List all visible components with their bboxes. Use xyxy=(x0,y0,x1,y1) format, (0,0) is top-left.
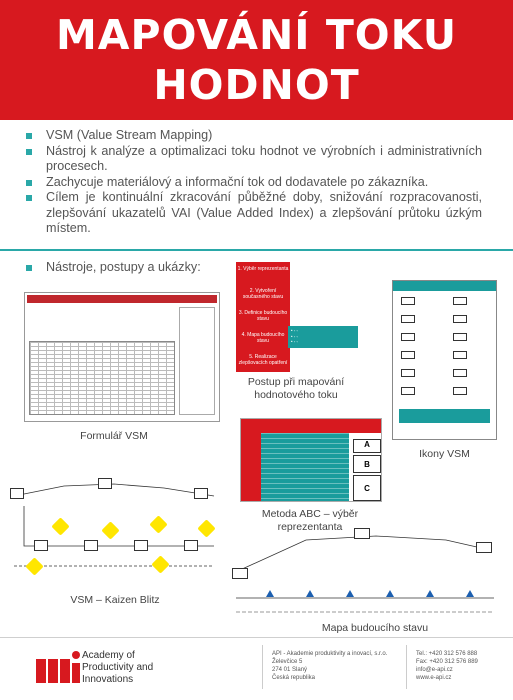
process-step-note: • ◦ ◦ • ◦ ◦ • ◦ ◦ xyxy=(288,326,358,348)
caption-process xyxy=(236,376,356,402)
footer-address xyxy=(272,650,387,682)
icons-info-bar xyxy=(399,409,490,423)
process-step-5: 5. Realizace zlepšovacích opatření xyxy=(236,350,290,372)
icon-process-icon xyxy=(453,297,467,305)
bullet-item: Nástroj k analýze a optimalizaci toku hodnot ve výrobních i administrativních procesech. xyxy=(24,144,482,175)
section-divider xyxy=(0,249,513,251)
footer-divider xyxy=(0,637,513,638)
kaizen-process-box xyxy=(134,540,148,551)
icon-inventory-icon xyxy=(401,333,415,341)
title-banner xyxy=(0,0,513,120)
kaizen-customer-box xyxy=(194,488,208,499)
future-customer-box xyxy=(476,542,492,553)
api-logo-icon xyxy=(34,649,82,685)
inventory-triangle-icon xyxy=(386,590,394,597)
page-title xyxy=(0,10,513,110)
address-line: Česká republika xyxy=(272,675,316,681)
process-step-4: 4. Mapa budoucího stavu xyxy=(236,328,290,350)
intro-bullet-list xyxy=(24,128,482,237)
caption-kaizen: VSM – Kaizen Blitz xyxy=(70,594,160,606)
caption-future: Mapa budoucího stavu xyxy=(321,622,429,634)
abc-class-c: C xyxy=(353,475,381,501)
kaizen-control-box xyxy=(98,478,112,489)
inventory-triangle-icon xyxy=(466,590,474,597)
footer-contact xyxy=(416,650,478,682)
inventory-triangle-icon xyxy=(426,590,434,597)
future-supplier-box xyxy=(232,568,248,579)
icons-panel-header xyxy=(393,281,496,291)
vsm-icons-image xyxy=(392,280,497,440)
contact-website[interactable]: www.e-api.cz xyxy=(416,675,452,681)
contact-email[interactable]: info@e-api.cz xyxy=(416,667,453,673)
process-step-3: 3. Definice budoucího stavu xyxy=(236,306,290,328)
address-line: Želevčice 5 xyxy=(272,659,303,665)
form-side-panel xyxy=(179,307,215,415)
logo-line-1: Academy of xyxy=(82,650,135,661)
contact-fax: Fax: +420 312 576 889 xyxy=(416,659,478,665)
caption-icons: Ikony VSM xyxy=(419,448,470,460)
logo-wordmark xyxy=(82,650,153,686)
bullet-item: VSM (Value Stream Mapping) xyxy=(24,128,482,144)
inventory-triangle-icon xyxy=(346,590,354,597)
contact-phone: Tel.: +420 312 576 888 xyxy=(416,651,478,657)
icon-kaizen-icon xyxy=(401,387,415,395)
address-line: API - Akademie produktivity a inovací, s.r.o. xyxy=(272,651,388,657)
logo-line-3: Innovations xyxy=(82,674,134,685)
kaizen-process-box xyxy=(34,540,48,551)
kaizen-process-box xyxy=(84,540,98,551)
caption-form: Formulář VSM xyxy=(80,430,148,442)
inventory-triangle-icon xyxy=(306,590,314,597)
kaizen-supplier-box xyxy=(10,488,24,499)
form-grid xyxy=(29,341,175,415)
process-step-2: 2. Vytvoření současného stavu xyxy=(236,284,290,306)
abc-class-column xyxy=(349,433,381,501)
abc-table-header xyxy=(241,419,381,433)
caption-process-line-2: hodnotového toku xyxy=(254,389,338,401)
caption-abc: Metoda ABC – výběr reprezentanta xyxy=(261,508,359,533)
tools-heading: Nástroje, postupy a ukázky: xyxy=(24,260,201,274)
future-control-box xyxy=(354,528,370,539)
icon-push-icon xyxy=(401,351,415,359)
icon-box-icon xyxy=(401,315,415,323)
address-line: 274 01 Slaný xyxy=(272,667,308,673)
icon-timeline-icon xyxy=(453,387,467,395)
title-line-2: HODNOT xyxy=(153,61,360,109)
abc-table-body xyxy=(261,433,349,501)
vsm-form-image xyxy=(24,292,220,422)
bullet-item: Zachycuje materiálový a informační tok od dodavatele po zákazníka. xyxy=(24,175,482,191)
icon-truck-icon xyxy=(453,333,467,341)
icon-factory-icon xyxy=(401,297,415,305)
icon-supermarket-icon xyxy=(453,351,467,359)
caption-process-line-1: Postup při mapování xyxy=(247,376,345,388)
icon-operator-icon xyxy=(453,369,467,377)
icon-data-icon xyxy=(453,315,467,323)
footer-separator xyxy=(406,645,407,689)
kaizen-process-box xyxy=(184,540,198,551)
inventory-triangle-icon xyxy=(266,590,274,597)
abc-class-b: B xyxy=(353,455,381,473)
abc-table-image xyxy=(240,418,382,502)
future-state-image xyxy=(226,520,504,620)
footer-separator xyxy=(262,645,263,689)
logo-line-2: Productivity and xyxy=(82,662,154,673)
abc-class-a: A xyxy=(353,439,381,453)
form-header-bar xyxy=(27,295,217,303)
bullet-item: Cílem je kontinuální zkracování půběžné doby, snižování rozpracovanosti, zlepšování ukazatelů VAI (Value Added Index) a zlepšování průtoku úzkým místem. xyxy=(24,190,482,237)
title-line-1: MAPOVÁNÍ TOKU xyxy=(55,11,458,59)
kaizen-map-image xyxy=(4,466,226,586)
abc-row-index xyxy=(241,433,261,501)
icon-kanban-icon xyxy=(401,369,415,377)
process-step-1: 1. Výběr reprezentanta xyxy=(236,262,290,284)
